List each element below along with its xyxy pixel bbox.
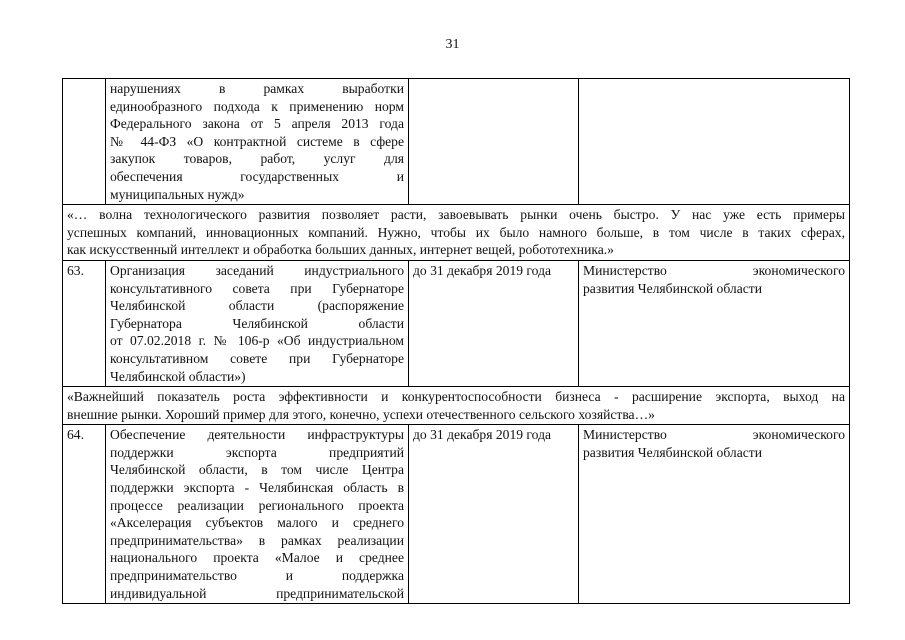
item-responsible bbox=[579, 79, 850, 205]
quote-line: «… волна технологического развития позволяет расти, завоевывать рынки очень быстро. У нас уже есть примеры bbox=[67, 207, 845, 223]
item-activity bbox=[106, 425, 409, 604]
item-number bbox=[63, 79, 106, 205]
quote-row bbox=[63, 387, 850, 425]
activity-line: индивидуальной предпринимательской bbox=[110, 585, 404, 601]
activity-line: Организация заседаний индустриального bbox=[110, 262, 404, 278]
responsible-line: развития Челябинской области bbox=[583, 444, 762, 460]
item-responsible bbox=[579, 260, 850, 386]
item-number: 64. bbox=[63, 425, 106, 604]
table-row bbox=[63, 425, 850, 604]
activity-line: поддержки экспорта - Челябинская область в bbox=[110, 480, 404, 496]
page-number: 31 bbox=[445, 37, 460, 52]
activity-line: консультативном совете при Губернаторе bbox=[110, 350, 404, 366]
table-row bbox=[63, 79, 850, 205]
plan-table bbox=[62, 78, 850, 604]
activity-line: поддержки экспорта предприятий bbox=[110, 444, 404, 460]
quote-line: «Важнейший показатель роста эффективности и конкурентоспособности бизнеса - расширение экспорта, выход на bbox=[67, 389, 845, 405]
activity-line: предпринимательства» в рамках реализации bbox=[110, 532, 404, 548]
item-responsible bbox=[579, 425, 850, 604]
activity-line: Губернатора Челябинской области bbox=[110, 315, 404, 331]
activity-line: закупок товаров, работ, услуг для bbox=[110, 151, 404, 167]
responsible-line: развития Челябинской области bbox=[583, 280, 762, 296]
item-deadline bbox=[409, 79, 579, 205]
activity-line: «Акселерация субъектов малого и среднего bbox=[110, 515, 404, 531]
activity-line: обеспечения государственных и bbox=[110, 168, 404, 184]
quote-text bbox=[63, 387, 850, 425]
quote-text bbox=[63, 205, 850, 261]
quote-line: внешние рынки. Хороший пример для этого, конечно, успехи отечественного сельского хозяйства…» bbox=[67, 406, 655, 422]
table-row bbox=[63, 260, 850, 386]
activity-line: муниципальных нужд» bbox=[110, 186, 245, 202]
activity-line: Федерального закона от 5 апреля 2013 года bbox=[110, 116, 404, 132]
activity-line: процессе реализации регионального проекта bbox=[110, 497, 404, 513]
activity-line: от 07.02.2018 г. № 106-р «Об индустриальном bbox=[110, 333, 404, 349]
activity-line: Обеспечение деятельности инфраструктуры bbox=[110, 427, 404, 443]
activity-line: № 44-ФЗ «О контрактной системе в сфере bbox=[110, 133, 404, 149]
responsible-line: Министерство экономического bbox=[583, 262, 845, 278]
activity-line: национального проекта «Малое и среднее bbox=[110, 550, 404, 566]
activity-line: Челябинской области (распоряжение bbox=[110, 298, 404, 314]
item-deadline: до 31 декабря 2019 года bbox=[409, 260, 579, 386]
quote-line: как искусственный интеллект и обработка больших данных, интернет вещей, робототехника.» bbox=[67, 242, 614, 258]
responsible-line: Министерство экономического bbox=[583, 427, 845, 443]
activity-line: Челябинской области») bbox=[110, 368, 246, 384]
quote-row bbox=[63, 205, 850, 261]
item-activity bbox=[106, 79, 409, 205]
activity-line: консультативного совета при Губернаторе bbox=[110, 280, 404, 296]
activity-line: предпринимательство и поддержка bbox=[110, 568, 404, 584]
item-number: 63. bbox=[63, 260, 106, 386]
item-deadline: до 31 декабря 2019 года bbox=[409, 425, 579, 604]
activity-line: нарушениях в рамках выработки bbox=[110, 81, 404, 96]
activity-line: Челябинской области, в том числе Центра bbox=[110, 462, 404, 478]
quote-line: успешных компаний, инновационных компаний. Нужно, чтобы их было намного больше, в том числе в таких сферах, bbox=[67, 224, 845, 240]
activity-line: единообразного подхода к применению норм bbox=[110, 98, 404, 114]
item-activity bbox=[106, 260, 409, 386]
